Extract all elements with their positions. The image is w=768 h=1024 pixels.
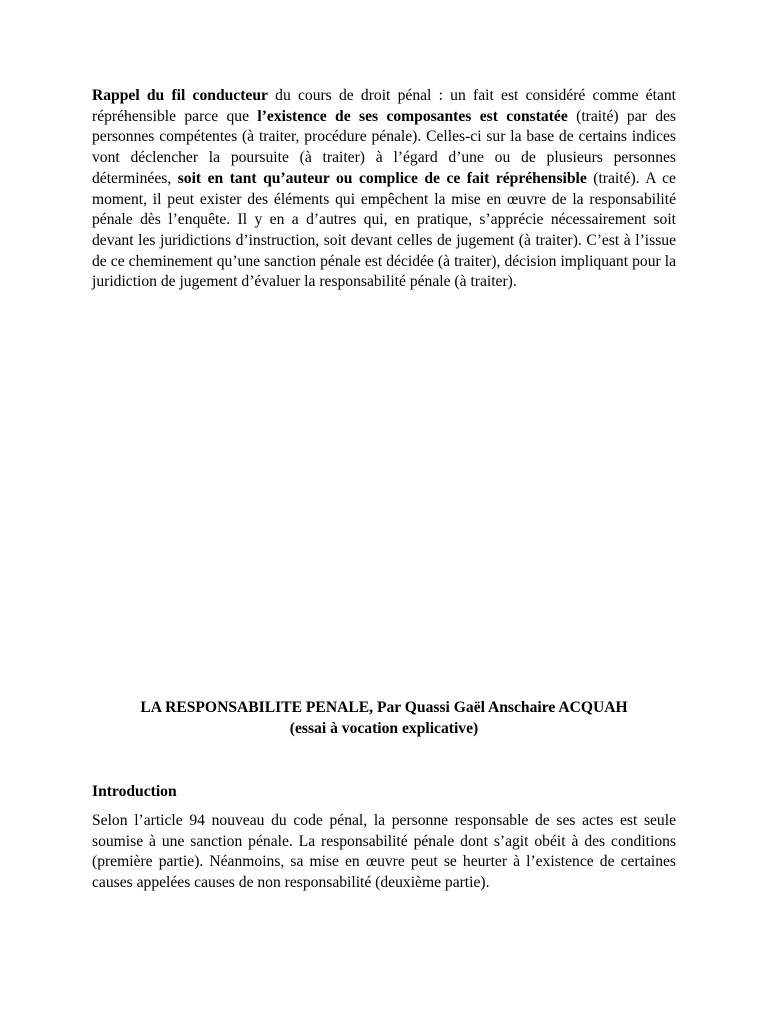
rappel-lead-bold: Rappel du fil conducteur [92, 87, 268, 104]
rappel-bold-auteur: soit en tant qu’auteur ou complice de ce fait répréhensible [177, 169, 587, 187]
document-title [0, 697, 768, 739]
rappel-paragraph [92, 86, 676, 293]
rappel-text-2: (traité) par des personnes compétentes (à traiter, procédure pénale). Celles-ci sur la base de certains indices vont déclencher la poursuite (à traiter) à l’égard d’une ou de plusieurs personnes déterminées, [92, 107, 677, 187]
title-line-2: (essai à vocation explicative) [289, 720, 479, 737]
rappel-bold-existence: l’existence de ses composantes est constatée [257, 107, 568, 125]
rappel-text-1: du cours de droit pénal : un fait est considéré comme étant répréhensible parce que [92, 87, 676, 125]
rappel-text-3: (traité). A ce moment, il peut exister des éléments qui empêchent la mise en œuvre de la responsabilité pénale dès l’enquête. Il y en a d’autres qui, en pratique, s’apprécie nécessairement soit devant les juridictions d’instruction, soit devant celles de jugement (à traiter). C’est à l’issue de ce cheminement qu’une sanction pénale est décidée (à traiter), décision impliquant pour la juridiction de jugement d’évaluer la responsabilité pénale (à traiter). [92, 169, 676, 291]
introduction-paragraph: Selon l’article 94 nouveau du code pénal, la personne responsable de ses actes est seule soumise à une sanction pénale. La responsabilité pénale dont s’agit obéit à des conditions (première partie). Néanmoins, sa mise en œuvre peut se heurter à l’existence de certaines causes appelées causes de non responsabilité (deuxième partie). [92, 812, 676, 892]
title-line-1: LA RESPONSABILITE PENALE, Par Quassi Gaël Anschaire ACQUAH [140, 699, 628, 716]
introduction-heading: Introduction [92, 783, 177, 800]
